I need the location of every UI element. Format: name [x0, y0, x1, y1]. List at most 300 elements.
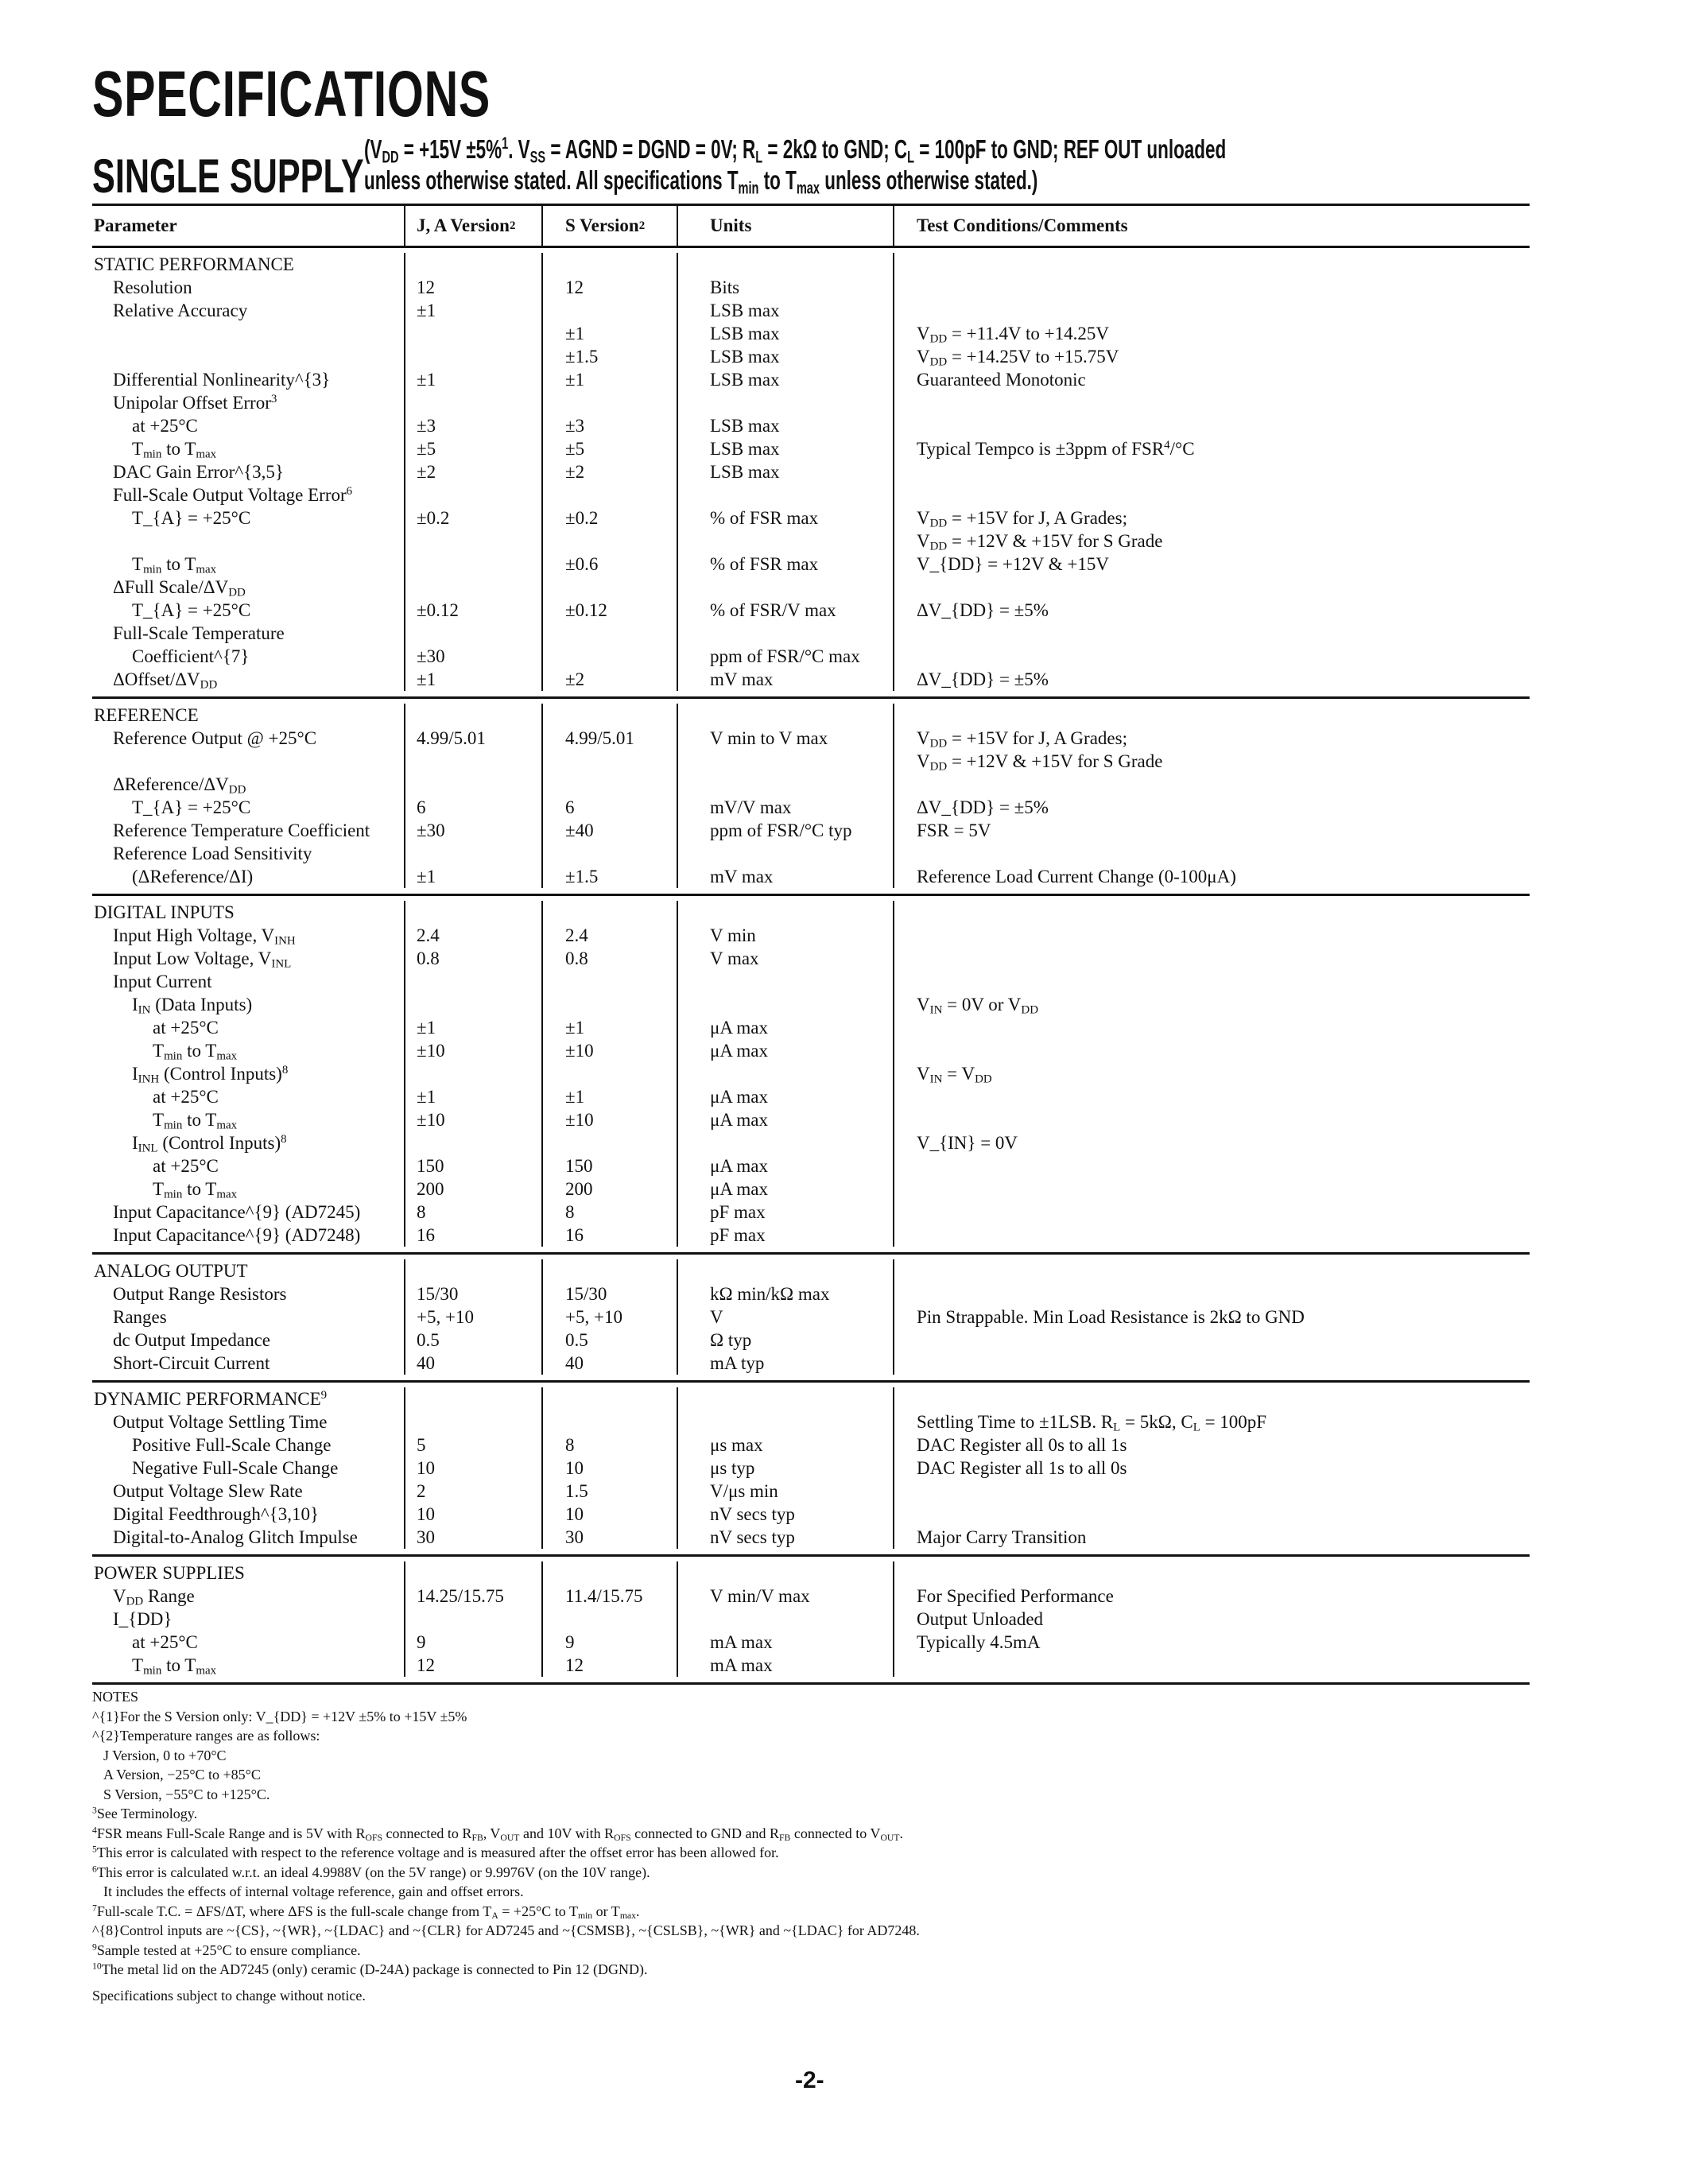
table-row — [92, 668, 1530, 691]
cell-parameter: Input Capacitance^{9} (AD7245) — [113, 1202, 361, 1222]
cell-ja-version: ±0.12 — [404, 599, 541, 622]
cell-parameter: Output Voltage Settling Time — [113, 1412, 328, 1432]
footnote: S Version, −55°C to +125°C. — [103, 1786, 270, 1802]
table-row — [92, 947, 1530, 970]
table-row — [92, 1039, 1530, 1062]
cell-ja-version — [404, 530, 541, 553]
cell-test-conditions — [893, 1329, 1530, 1352]
cell-parameter: Ranges — [113, 1307, 167, 1327]
cell-parameter: Digital-to-Analog Glitch Impulse — [113, 1527, 358, 1547]
cell-parameter: Unipolar Offset Error$^3$ — [113, 392, 277, 413]
conditions-line-2: unless otherwise stated. All specifications $T_{min}$ to $T_{max}$ unless otherwise stated.) — [364, 165, 1038, 198]
cell-test-conditions — [893, 1503, 1530, 1526]
cell-s-version: ±2 — [541, 668, 677, 691]
cell-parameter: Reference Output @ +25°C — [113, 728, 317, 748]
cell-ja-version: 2 — [404, 1480, 541, 1503]
cell-parameter: ΔOffset/$\Delta V_{DD}$ — [113, 669, 218, 692]
cell-parameter: at +25°C — [153, 1018, 219, 1038]
cell-s-version — [541, 1259, 677, 1282]
section-heading-row — [92, 1259, 1530, 1282]
cell-s-version: 2.4 — [541, 924, 677, 947]
cell-units: μA max — [677, 1085, 893, 1108]
table-row — [92, 773, 1530, 796]
cell-units: pF max — [677, 1224, 893, 1247]
cell-s-version — [541, 1062, 677, 1085]
header-test-conditions: Test Conditions/Comments — [893, 206, 1530, 246]
cell-s-version: ±3 — [541, 414, 677, 437]
cell-ja-version: ±1 — [404, 368, 541, 391]
cell-parameter: Input Capacitance^{9} (AD7248) — [113, 1225, 361, 1245]
cell-test-conditions — [893, 1352, 1530, 1375]
cell-s-version: ±1 — [541, 322, 677, 345]
page-number: -2- — [795, 2067, 824, 2093]
cell-ja-version: ±1 — [404, 668, 541, 691]
footnote: ^{2}Temperature ranges are as follows: — [92, 1728, 320, 1744]
cell-parameter: $V_{DD}$ Range — [113, 1586, 195, 1608]
cell-s-version — [541, 993, 677, 1016]
cell-units — [677, 750, 893, 773]
cell-s-version: ±2 — [541, 460, 677, 483]
cell-units: mV/V max — [677, 796, 893, 819]
table-row — [92, 460, 1530, 483]
cell-units: μs typ — [677, 1457, 893, 1480]
cell-test-conditions: $V_{DD} = +14.25V$ to +15.75V — [893, 345, 1530, 368]
cell-units: kΩ min/kΩ max — [677, 1282, 893, 1305]
cell-s-version: ±0.2 — [541, 506, 677, 530]
footnote: $^5$This error is calculated with respect to the reference voltage and is measured after the offset error has been allowed for. — [92, 1844, 779, 1860]
cell-ja-version — [404, 704, 541, 727]
cell-test-conditions: Settling Time to ±1LSB. $R_L = 5k\Omega$, $C_L = 100pF$ — [893, 1410, 1530, 1433]
cell-units: LSB max — [677, 437, 893, 460]
table-row — [92, 1503, 1530, 1526]
cell-parameter: T_{A} = +25°C — [132, 797, 251, 817]
cell-s-version: 15/30 — [541, 1282, 677, 1305]
cell-parameter: $T_{min}$ to $T_{max}$ — [132, 554, 217, 576]
cell-test-conditions: V_{DD} = +12V & +15V — [893, 553, 1530, 576]
table-section — [92, 1557, 1530, 1685]
cell-s-version — [541, 1131, 677, 1154]
cell-units: μA max — [677, 1177, 893, 1201]
cell-parameter: Digital Feedthrough^{3,10} — [113, 1504, 320, 1524]
table-row — [92, 368, 1530, 391]
cell-units: ppm of FSR/°C typ — [677, 819, 893, 842]
cell-parameter: DYNAMIC PERFORMANCE$^9$ — [94, 1388, 328, 1409]
cell-s-version: 8 — [541, 1433, 677, 1457]
specifications-table — [92, 204, 1530, 1685]
cell-ja-version: 16 — [404, 1224, 541, 1247]
cell-test-conditions: $V_{DD} = +11.4V$ to +14.25V — [893, 322, 1530, 345]
page-title: SPECIFICATIONS — [92, 58, 491, 130]
cell-ja-version: ±1 — [404, 1085, 541, 1108]
table-row — [92, 1352, 1530, 1375]
cell-test-conditions — [893, 1224, 1530, 1247]
cell-s-version — [541, 530, 677, 553]
cell-parameter: Positive Full-Scale Change — [132, 1435, 332, 1455]
cell-ja-version: 2.4 — [404, 924, 541, 947]
cell-s-version: ±0.6 — [541, 553, 677, 576]
section-heading-row — [92, 901, 1530, 924]
cell-ja-version: 40 — [404, 1352, 541, 1375]
table-row — [92, 437, 1530, 460]
cell-units: % of FSR max — [677, 553, 893, 576]
cell-s-version: 40 — [541, 1352, 677, 1375]
cell-test-conditions — [893, 970, 1530, 993]
table-section — [92, 248, 1530, 699]
cell-units: Ω typ — [677, 1329, 893, 1352]
cell-s-version: ±10 — [541, 1108, 677, 1131]
cell-units: mA typ — [677, 1352, 893, 1375]
cell-test-conditions — [893, 901, 1530, 924]
footnote: $^6$This error is calculated w.r.t. an ideal 4.9988V (on the 5V range) or 9.9976V (on the 10V range). — [92, 1864, 650, 1880]
cell-parameter — [92, 750, 404, 773]
cell-units — [677, 1608, 893, 1631]
cell-ja-version — [404, 622, 541, 645]
footnote: J Version, 0 to +70°C — [103, 1747, 227, 1763]
cell-parameter: Output Range Resistors — [113, 1284, 287, 1304]
cell-units: μA max — [677, 1108, 893, 1131]
cell-s-version: 10 — [541, 1503, 677, 1526]
table-row — [92, 1305, 1530, 1329]
cell-test-conditions: ΔV_{DD} = ±5% — [893, 796, 1530, 819]
cell-parameter: Differential Nonlinearity^{3} — [113, 370, 331, 390]
cell-s-version: ±0.12 — [541, 599, 677, 622]
cell-units: μA max — [677, 1154, 893, 1177]
cell-ja-version: ±10 — [404, 1108, 541, 1131]
table-section — [92, 699, 1530, 896]
cell-units — [677, 1561, 893, 1585]
cell-units — [677, 253, 893, 276]
header-units: Units — [677, 206, 893, 246]
cell-units: V min to V max — [677, 727, 893, 750]
cell-test-conditions: Major Carry Transition — [893, 1526, 1530, 1549]
cell-s-version: 1.5 — [541, 1480, 677, 1503]
cell-parameter — [92, 345, 404, 368]
cell-s-version — [541, 645, 677, 668]
table-row — [92, 993, 1530, 1016]
cell-parameter: $T_{min}$ to $T_{max}$ — [153, 1179, 238, 1201]
cell-ja-version: 10 — [404, 1503, 541, 1526]
cell-s-version: ±10 — [541, 1039, 677, 1062]
table-row — [92, 865, 1530, 888]
section-heading-row — [92, 1387, 1530, 1410]
cell-ja-version: 15/30 — [404, 1282, 541, 1305]
cell-parameter: Reference Load Sensitivity — [113, 844, 312, 863]
cell-test-conditions: DAC Register all 1s to all 0s — [893, 1457, 1530, 1480]
cell-units — [677, 1410, 893, 1433]
cell-units: nV secs typ — [677, 1503, 893, 1526]
cell-test-conditions: Output Unloaded — [893, 1608, 1530, 1631]
cell-test-conditions — [893, 576, 1530, 599]
cell-s-version — [541, 704, 677, 727]
table-row — [92, 322, 1530, 345]
cell-parameter: I_{DD} — [113, 1609, 173, 1629]
cell-units: LSB max — [677, 368, 893, 391]
cell-test-conditions — [893, 1016, 1530, 1039]
table-row — [92, 599, 1530, 622]
cell-ja-version — [404, 1259, 541, 1282]
cell-parameter: Reference Temperature Coefficient — [113, 820, 370, 840]
cell-parameter: POWER SUPPLIES — [94, 1563, 245, 1583]
cell-parameter: Input Low Voltage, $V_{INL}$ — [113, 948, 292, 971]
cell-s-version — [541, 253, 677, 276]
cell-units — [677, 704, 893, 727]
cell-s-version — [541, 842, 677, 865]
cell-units — [677, 901, 893, 924]
cell-s-version: ±5 — [541, 437, 677, 460]
cell-s-version — [541, 750, 677, 773]
cell-parameter: $T_{min}$ to $T_{max}$ — [132, 439, 217, 461]
cell-s-version: 11.4/15.75 — [541, 1585, 677, 1608]
cell-s-version: 16 — [541, 1224, 677, 1247]
cell-test-conditions — [893, 1085, 1530, 1108]
cell-units: mV max — [677, 668, 893, 691]
cell-parameter: $I_{IN}$ (Data Inputs) — [132, 995, 253, 1017]
cell-parameter: REFERENCE — [94, 705, 199, 725]
table-row — [92, 1329, 1530, 1352]
table-row — [92, 1410, 1530, 1433]
cell-test-conditions — [893, 483, 1530, 506]
cell-test-conditions — [893, 1154, 1530, 1177]
cell-test-conditions — [893, 704, 1530, 727]
cell-s-version — [541, 970, 677, 993]
cell-s-version: 0.8 — [541, 947, 677, 970]
cell-test-conditions — [893, 1480, 1530, 1503]
cell-ja-version: ±30 — [404, 645, 541, 668]
cell-ja-version — [404, 253, 541, 276]
cell-units: nV secs typ — [677, 1526, 893, 1549]
cell-ja-version: 10 — [404, 1457, 541, 1480]
cell-test-conditions: $V_{DD} = +15V$ for J, A Grades; — [893, 727, 1530, 750]
cell-ja-version: ±0.2 — [404, 506, 541, 530]
cell-s-version: 150 — [541, 1154, 677, 1177]
cell-parameter: at +25°C — [132, 1632, 198, 1652]
cell-ja-version: 30 — [404, 1526, 541, 1549]
cell-ja-version — [404, 773, 541, 796]
footnote: A Version, −25°C to +85°C — [103, 1767, 261, 1783]
cell-ja-version — [404, 483, 541, 506]
cell-test-conditions: Typically 4.5mA — [893, 1631, 1530, 1654]
cell-units: μs max — [677, 1433, 893, 1457]
cell-parameter: Full-Scale Temperature — [113, 623, 285, 643]
cell-ja-version: 14.25/15.75 — [404, 1585, 541, 1608]
table-row — [92, 924, 1530, 947]
cell-units — [677, 576, 893, 599]
table-row — [92, 1433, 1530, 1457]
cell-ja-version — [404, 391, 541, 414]
cell-parameter: (ΔReference/ΔI) — [132, 867, 254, 886]
table-row — [92, 530, 1530, 553]
cell-units — [677, 622, 893, 645]
cell-ja-version — [404, 993, 541, 1016]
cell-units: V min/V max — [677, 1585, 893, 1608]
cell-s-version: 6 — [541, 796, 677, 819]
cell-s-version — [541, 622, 677, 645]
cell-parameter: Coefficient^{7} — [132, 646, 250, 666]
cell-ja-version: ±1 — [404, 1016, 541, 1039]
table-section — [92, 1383, 1530, 1557]
cell-ja-version — [404, 1608, 541, 1631]
cell-units — [677, 773, 893, 796]
cell-units — [677, 391, 893, 414]
cell-test-conditions: ΔV_{DD} = ±5% — [893, 599, 1530, 622]
table-row — [92, 391, 1530, 414]
cell-test-conditions — [893, 1282, 1530, 1305]
cell-parameter: T_{A} = +25°C — [132, 600, 251, 620]
cell-s-version: +5, +10 — [541, 1305, 677, 1329]
cell-parameter: $I_{INL}$ (Control Inputs)$^8$ — [132, 1132, 287, 1155]
table-row — [92, 1177, 1530, 1201]
table-row — [92, 1062, 1530, 1085]
cell-s-version — [541, 576, 677, 599]
table-row — [92, 1654, 1530, 1677]
header-parameter: Parameter — [94, 215, 177, 235]
table-row — [92, 622, 1530, 645]
cell-ja-version: 4.99/5.01 — [404, 727, 541, 750]
cell-parameter: DIGITAL INPUTS — [94, 902, 235, 922]
table-row — [92, 1131, 1530, 1154]
cell-test-conditions — [893, 842, 1530, 865]
table-row — [92, 299, 1530, 322]
table-section — [92, 1255, 1530, 1383]
cell-ja-version: ±5 — [404, 437, 541, 460]
cell-test-conditions — [893, 253, 1530, 276]
footnote: $^4$FSR means Full-Scale Range and is 5V with $R_{OFS}$ connected to $R_{FB}$, $V_{OUT}$ and 10V with $R_{OFS}$ connected to GND and $R_{FB}$ connected to $V_{OUT}$. — [92, 1825, 903, 1843]
cell-ja-version: ±1 — [404, 299, 541, 322]
cell-units: μA max — [677, 1039, 893, 1062]
table-row — [92, 842, 1530, 865]
cell-ja-version — [404, 901, 541, 924]
cell-parameter: Relative Accuracy — [113, 301, 248, 320]
cell-s-version: 8 — [541, 1201, 677, 1224]
cell-test-conditions: $V_{IN} = 0V$ or $V_{DD}$ — [893, 993, 1530, 1016]
cell-ja-version: ±3 — [404, 414, 541, 437]
cell-ja-version: 12 — [404, 1654, 541, 1677]
cell-parameter: Full-Scale Output Voltage Error$^6$ — [113, 484, 353, 505]
footnote: Specifications subject to change without notice. — [92, 1987, 366, 2004]
cell-parameter: Resolution — [113, 277, 192, 297]
cell-test-conditions: $V_{IN} = V_{DD}$ — [893, 1062, 1530, 1085]
header-s-version: S Version 2 — [541, 206, 677, 246]
cell-units: % of FSR max — [677, 506, 893, 530]
cell-s-version: 9 — [541, 1631, 677, 1654]
cell-units: mA max — [677, 1654, 893, 1677]
cell-units: V min — [677, 924, 893, 947]
cell-parameter: Negative Full-Scale Change — [132, 1458, 339, 1478]
footnotes — [92, 1687, 920, 2005]
cell-test-conditions: Pin Strappable. Min Load Resistance is 2kΩ to GND — [893, 1305, 1530, 1329]
cell-ja-version — [404, 842, 541, 865]
table-row — [92, 276, 1530, 299]
cell-test-conditions: $V_{DD} = +12V$ & +15V for S Grade — [893, 530, 1530, 553]
cell-s-version: ±40 — [541, 819, 677, 842]
cell-s-version — [541, 1387, 677, 1410]
cell-test-conditions: $V_{DD} = +12V$ & +15V for S Grade — [893, 750, 1530, 773]
cell-units — [677, 483, 893, 506]
cell-parameter: $T_{min}$ to $T_{max}$ — [132, 1655, 217, 1678]
cell-parameter: T_{A} = +25°C — [132, 508, 251, 528]
footnote: ^{8}Control inputs are ~{CS}, ~{WR}, ~{LDAC} and ~{CLR} for AD7245 and ~{CSMSB}, ~{CSLSB}, ~{WR} and ~{LDAC} for AD7248. — [92, 1922, 920, 1938]
cell-ja-version: 200 — [404, 1177, 541, 1201]
cell-ja-version: ±1 — [404, 865, 541, 888]
cell-units: mV max — [677, 865, 893, 888]
cell-units: V max — [677, 947, 893, 970]
cell-test-conditions: For Specified Performance — [893, 1585, 1530, 1608]
table-row — [92, 819, 1530, 842]
table-row — [92, 1108, 1530, 1131]
cell-units: LSB max — [677, 460, 893, 483]
table-row — [92, 645, 1530, 668]
cell-units — [677, 842, 893, 865]
cell-ja-version — [404, 1410, 541, 1433]
table-row — [92, 506, 1530, 530]
cell-s-version — [541, 391, 677, 414]
conditions-line-1: ($V_{DD} = +15V \pm 5\%^1$. $V_{SS}$ = AGND = DGND = 0V; $R_L = 2k\Omega$ to GND; $C_L = 100pF$ to GND; REF OUT unloaded — [364, 134, 1227, 167]
cell-test-conditions — [893, 276, 1530, 299]
cell-s-version: ±1.5 — [541, 865, 677, 888]
table-row — [92, 1608, 1530, 1631]
cell-parameter: ANALOG OUTPUT — [94, 1261, 248, 1281]
cell-ja-version: 5 — [404, 1433, 541, 1457]
cell-ja-version — [404, 970, 541, 993]
cell-ja-version: ±2 — [404, 460, 541, 483]
cell-test-conditions — [893, 947, 1530, 970]
cell-s-version: ±1.5 — [541, 345, 677, 368]
table-body — [92, 248, 1530, 1685]
test-conditions-header — [364, 134, 1226, 196]
cell-ja-version: 9 — [404, 1631, 541, 1654]
cell-parameter — [92, 322, 404, 345]
cell-units — [677, 993, 893, 1016]
table-row — [92, 1585, 1530, 1608]
cell-parameter: DAC Gain Error^{3,5} — [113, 462, 284, 482]
cell-units: % of FSR/V max — [677, 599, 893, 622]
cell-test-conditions — [893, 391, 1530, 414]
cell-s-version — [541, 1410, 677, 1433]
cell-units: LSB max — [677, 345, 893, 368]
cell-ja-version — [404, 1131, 541, 1154]
cell-units — [677, 970, 893, 993]
cell-units — [677, 530, 893, 553]
table-row — [92, 576, 1530, 599]
cell-test-conditions — [893, 1108, 1530, 1131]
cell-test-conditions: $V_{DD} = +15V$ for J, A Grades; — [893, 506, 1530, 530]
cell-units — [677, 1062, 893, 1085]
table-row — [92, 1085, 1530, 1108]
cell-test-conditions: FSR = 5V — [893, 819, 1530, 842]
footnote: $^3$See Terminology. — [92, 1805, 198, 1821]
cell-units: LSB max — [677, 322, 893, 345]
table-row — [92, 1631, 1530, 1654]
cell-parameter: STATIC PERFORMANCE — [94, 254, 294, 274]
cell-test-conditions: Typical Tempco is ±3ppm of FSR$^4$/°C — [893, 437, 1530, 460]
cell-parameter: Short-Circuit Current — [113, 1353, 270, 1373]
cell-parameter: Output Voltage Slew Rate — [113, 1481, 303, 1501]
footnote: ^{1}For the S Version only: V_{DD} = +12V ±5% to +15V ±5% — [92, 1708, 467, 1724]
table-row — [92, 1201, 1530, 1224]
cell-test-conditions — [893, 645, 1530, 668]
cell-ja-version: ±10 — [404, 1039, 541, 1062]
cell-s-version — [541, 901, 677, 924]
cell-units: mA max — [677, 1631, 893, 1654]
cell-test-conditions — [893, 299, 1530, 322]
cell-test-conditions — [893, 622, 1530, 645]
footnote: $^7$Full-scale T.C. = ΔFS/ΔT, where ΔFS is the full-scale change from $T_A = +25^\circ C$ to $T_{min}$ or $T_{max}$. — [92, 1903, 640, 1921]
cell-s-version: 4.99/5.01 — [541, 727, 677, 750]
table-row — [92, 414, 1530, 437]
cell-parameter: Input High Voltage, $V_{INH}$ — [113, 925, 296, 948]
cell-test-conditions — [893, 1654, 1530, 1677]
table-row — [92, 1457, 1530, 1480]
